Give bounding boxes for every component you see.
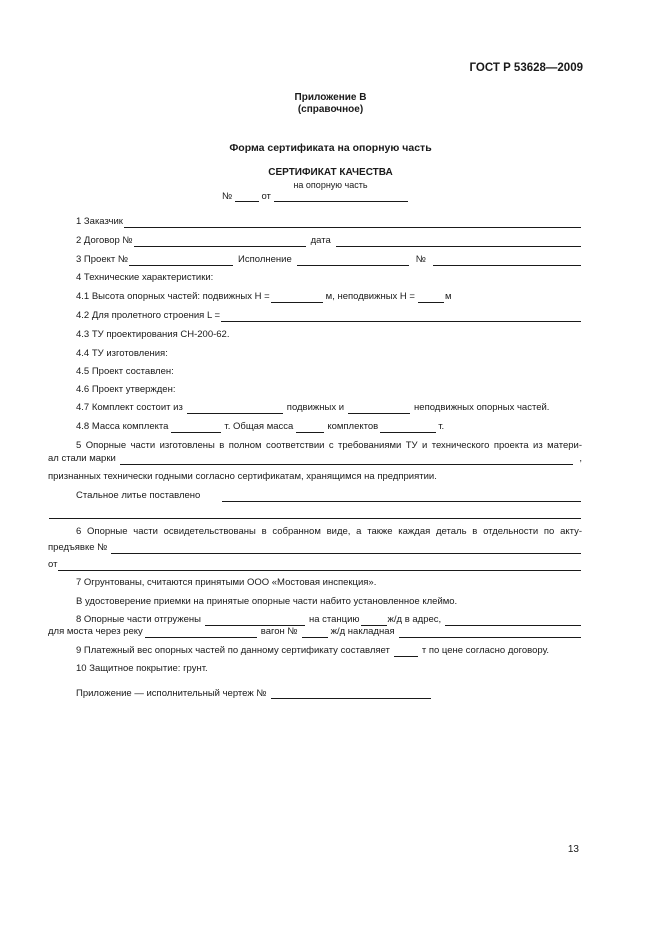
height-label: 4.1 Высота опорных частей: подвижных Н =: [76, 291, 270, 302]
document-code: ГОСТ Р 53628—2009: [469, 62, 583, 74]
span-label: 4.2 Для пролетного строения L =: [76, 310, 221, 321]
coating-line: 10 Защитное покрытие: грунт.: [76, 663, 208, 674]
inspected-line-2: [48, 541, 582, 554]
waybill-label: ж/д накладная: [330, 626, 395, 637]
contract-date-field[interactable]: [336, 236, 581, 247]
shipped-label: 8 Опорные части отгружены: [76, 614, 201, 625]
certificate-number-line: [222, 191, 408, 202]
made-line-1: 5 Опорные части изготовлены в полном соответствии с требованиями ТУ и технического проекта из матери-: [76, 440, 582, 451]
mass-label: 4.8 Масса комплекта: [76, 421, 169, 432]
span-field[interactable]: [221, 311, 581, 322]
customer-line: [48, 215, 582, 228]
mass-total-label: т. Общая масса: [224, 421, 294, 432]
appendix-field[interactable]: [271, 688, 431, 699]
steel-grade-field[interactable]: [120, 454, 574, 465]
contract-date-label: дата: [310, 235, 331, 246]
weight-line: [48, 644, 582, 657]
number-field[interactable]: [235, 191, 259, 202]
height-line: [48, 290, 582, 303]
casting-line-2: [48, 506, 582, 519]
ship-line-2: [48, 625, 582, 638]
form-title: Форма сертификата на опорную часть: [229, 142, 432, 154]
from-label: от: [261, 191, 271, 202]
tu-design: 4.3 ТУ проектирования СН-200-62.: [76, 329, 230, 340]
casting-field-2[interactable]: [49, 508, 581, 519]
mass-sets-label: комплектов: [327, 421, 379, 432]
height-movable-field[interactable]: [271, 292, 323, 303]
project-no-label: №: [415, 254, 426, 265]
span-line: [48, 309, 582, 322]
number-label: №: [222, 191, 233, 202]
tech-heading: 4 Технические характеристики:: [76, 272, 214, 283]
weight-field[interactable]: [394, 646, 418, 657]
casting-label: Стальное литье поставлено: [76, 490, 201, 501]
certificate-subtitle: на опорную часть: [293, 180, 368, 190]
casting-field[interactable]: [222, 491, 581, 502]
set-movable-label: подвижных и: [286, 402, 345, 413]
made-line-3: признанных технически годными согласно сертификатам, хранящимся на предприятии.: [48, 471, 437, 482]
act-label: предъявке №: [48, 542, 108, 553]
height-fixed-field[interactable]: [418, 292, 444, 303]
river-label: для моста через реку: [48, 626, 143, 637]
set-line: [48, 401, 582, 414]
mass-line: [48, 420, 582, 433]
annex-title: Приложение В: [294, 92, 367, 103]
act-field[interactable]: [111, 543, 581, 554]
contract-line: [48, 234, 582, 247]
stamp-line: В удостоверение приемки на принятые опорные части набито установленное клеймо.: [76, 596, 458, 607]
casting-line: [48, 489, 582, 502]
execution-field[interactable]: [297, 255, 409, 266]
appendix-label: Приложение — исполнительный чертеж №: [76, 688, 267, 699]
set-movable-field[interactable]: [187, 403, 283, 414]
weight-label: 9 Платежный вес опорных частей по данному сертификату составляет: [76, 645, 390, 656]
height-unit: м: [444, 291, 452, 302]
annex-type: (справочное): [297, 104, 364, 115]
act-date-field[interactable]: [58, 560, 581, 571]
project-approved: 4.6 Проект утвержден:: [76, 384, 176, 395]
waybill-field[interactable]: [399, 627, 581, 638]
act-date-label: от: [48, 559, 58, 570]
station-label: на станцию: [308, 614, 360, 625]
project-line: [48, 253, 582, 266]
project-label: 3 Проект №: [76, 254, 129, 265]
set-fixed-field[interactable]: [348, 403, 410, 414]
height-fixed-label: м, неподвижных Н =: [325, 291, 415, 302]
project-made: 4.5 Проект составлен:: [76, 366, 174, 377]
execution-label: Исполнение: [238, 254, 292, 265]
appendix-line: [76, 686, 432, 699]
price-label: т по цене согласно договору.: [421, 645, 550, 656]
mass-unit: т.: [438, 421, 445, 432]
inspected-line-3: [48, 558, 582, 571]
customer-field[interactable]: [124, 217, 581, 228]
wagon-label: вагон №: [260, 626, 298, 637]
address-label: ж/д в адрес,: [387, 614, 442, 625]
mass-set-field[interactable]: [171, 422, 221, 433]
set-label: 4.7 Комплект состоит из: [76, 402, 183, 413]
steel-grade-label: ал стали марки: [48, 453, 116, 464]
customer-label: 1 Заказчик: [76, 216, 123, 227]
page-number: 13: [567, 844, 579, 855]
wagon-field[interactable]: [302, 627, 328, 638]
steel-grade-comma: ,: [579, 453, 582, 464]
made-line-2: [48, 452, 582, 465]
mass-total-field[interactable]: [380, 422, 436, 433]
project-no-field[interactable]: [433, 255, 581, 266]
contract-number-field[interactable]: [134, 236, 306, 247]
contract-label: 2 Договор №: [76, 235, 133, 246]
river-field[interactable]: [145, 627, 257, 638]
from-date-field[interactable]: [274, 191, 408, 202]
inspected-line-1: 6 Опорные части освидетельствованы в собранном виде, а также каждая деталь в отдельности по акту-: [76, 526, 582, 537]
primed-line: 7 Огрунтованы, считаются принятыми ООО «Мостовая инспекция».: [76, 577, 377, 588]
set-fixed-label: неподвижных опорных частей.: [414, 402, 550, 413]
certificate-title: СЕРТИФИКАТ КАЧЕСТВА: [268, 167, 393, 178]
tu-manufacture: 4.4 ТУ изготовления:: [76, 348, 168, 359]
project-number-field[interactable]: [129, 255, 233, 266]
mass-sets-count-field[interactable]: [296, 422, 324, 433]
